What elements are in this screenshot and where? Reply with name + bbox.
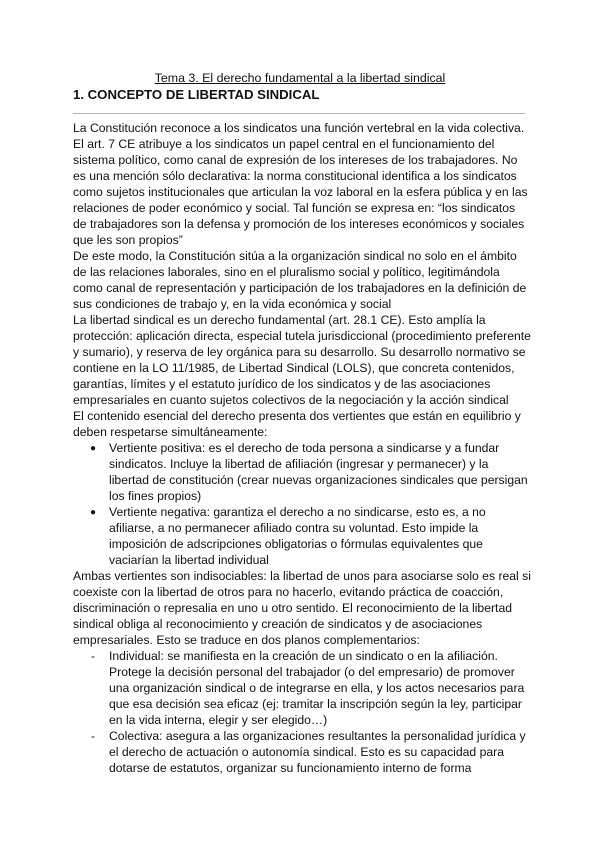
paragraph-line: como sujetos institucionales que articulan la voz laboral en la esfera pública y en las: [73, 185, 528, 199]
paragraph-line: La Constitución reconoce a los sindicatos una función vertebral en la vida colectiva.: [73, 121, 525, 135]
bullet-line: sindicatos. Incluye la libertad de afiliación (ingresar y permanecer) y la: [109, 457, 489, 471]
paragraph-line: de trabajadores son la defensa y promoción de los intereses económicos y sociales: [73, 217, 525, 231]
dash-icon: -: [91, 649, 96, 663]
bullet-line: vaciarían la libertad individual: [109, 553, 269, 567]
bullet-line: los fines propios): [109, 489, 202, 503]
bullet-line: Vertiente negativa: garantiza el derecho a no sindicarse, esto es, a no: [109, 505, 486, 519]
section-heading: 1. CONCEPTO DE LIBERTAD SINDICAL: [73, 87, 320, 102]
paragraph-line: El contenido esencial del derecho presenta dos vertientes que están en equilibrio y: [73, 409, 521, 423]
paragraph-line: de las relaciones laborales, sino en el pluralismo social y político, legitimándola: [73, 265, 500, 279]
bullet-line: Vertiente positiva: es el derecho de toda persona a sindicarse y a fundar: [109, 441, 500, 455]
list-line: que esa decisión sea eficaz (ej: tramitar la inscripción según la ley, participar: [109, 697, 522, 711]
list-line: Colectiva: asegura a las organizaciones resultantes la personalidad jurídica y: [109, 729, 526, 743]
paragraph-line: deben respetarse simultáneamente:: [73, 425, 268, 439]
paragraph-line: contiene en la LO 11/1985, de Libertad Sindical (LOLS), que concreta contenidos,: [73, 361, 515, 375]
paragraph-line: es una mención sólo declarativa: la norma constitucional identifica a los sindicatos: [73, 169, 517, 183]
list-line: una organización sindical o de integrarse en ella, y los actos necesarios para: [109, 681, 525, 695]
bullet-icon: ●: [90, 443, 97, 454]
list-line: en la vida interna, elegir y ser elegido…): [109, 713, 328, 727]
paragraph-line: coexiste con la libertad de otros para no hacerlo, evitando práctica de coacción,: [73, 585, 504, 599]
bullet-line: afiliarse, a no permanecer afiliado contra su voluntad. Esto impide la: [109, 521, 479, 535]
paragraph-line: como canal de representación y participación de los trabajadores en la definición de: [73, 281, 527, 295]
document-title: Tema 3. El derecho fundamental a la libertad sindical: [154, 71, 446, 85]
paragraph-line: relaciones de poder económico y social. Tal función se expresa en: “los sindicatos: [73, 201, 516, 215]
paragraph-line: sindical obliga al reconocimiento y creación de sindicatos y de asociaciones: [73, 617, 483, 631]
paragraph-line: protección: aplicación directa, especial tutela jurisdiccional (procedimiento preferente: [73, 329, 531, 343]
paragraph-line: discriminación o represalia en uno u otro sentido. El reconocimiento de la libertad: [73, 601, 512, 615]
list-line: dotarse de estatutos, organizar su funcionamiento interno de forma: [109, 761, 472, 775]
dash-icon: -: [91, 729, 96, 743]
bullet-line: imposición de adscripciones obligatorias o fórmulas equivalentes que: [109, 537, 483, 551]
horizontal-rule: [73, 113, 525, 114]
list-line: el derecho de actuación o autonomía sindical. Esto es su capacidad para: [109, 745, 504, 759]
paragraph-line: sus condiciones de trabajo y, en la vida económica y social: [73, 297, 392, 311]
paragraph-line: sistema político, como canal de expresión de los intereses de los trabajadores. No: [73, 153, 518, 167]
paragraph-line: y sumario), y reserva de ley orgánica para su desarrollo. Su desarrollo normativo se: [73, 345, 526, 359]
paragraph-line: empresariales en cuanto sujetos colectivos de la negociación y la acción sindical: [73, 393, 509, 407]
bullet-line: libertad de constitución (crear nuevas organizaciones sindicales que persigan: [109, 473, 528, 487]
bullet-icon: ●: [90, 507, 97, 518]
paragraph-line: Ambas vertientes son indisociables: la libertad de unos para asociarse solo es real si: [73, 569, 531, 583]
paragraph-line: que les son propios”: [73, 233, 183, 247]
paragraph-line: El art. 7 CE atribuye a los sindicatos un papel central en el funcionamiento del: [73, 137, 495, 151]
paragraph-line: La libertad sindical es un derecho fundamental (art. 28.1 CE). Esto amplía la: [73, 313, 486, 327]
list-line: Individual: se manifiesta en la creación de un sindicato o en la afiliación.: [109, 649, 498, 663]
list-line: Protege la decisión personal del trabajador (o del empresario) de promover: [109, 665, 515, 679]
paragraph-line: De este modo, la Constitución sitúa a la organización sindical no solo en el ámbito: [73, 249, 517, 263]
paragraph-line: garantías, límites y el estatuto jurídico de los sindicatos y de las asociaciones: [73, 377, 491, 391]
paragraph-line: empresariales. Esto se traduce en dos planos complementarios:: [73, 633, 420, 647]
